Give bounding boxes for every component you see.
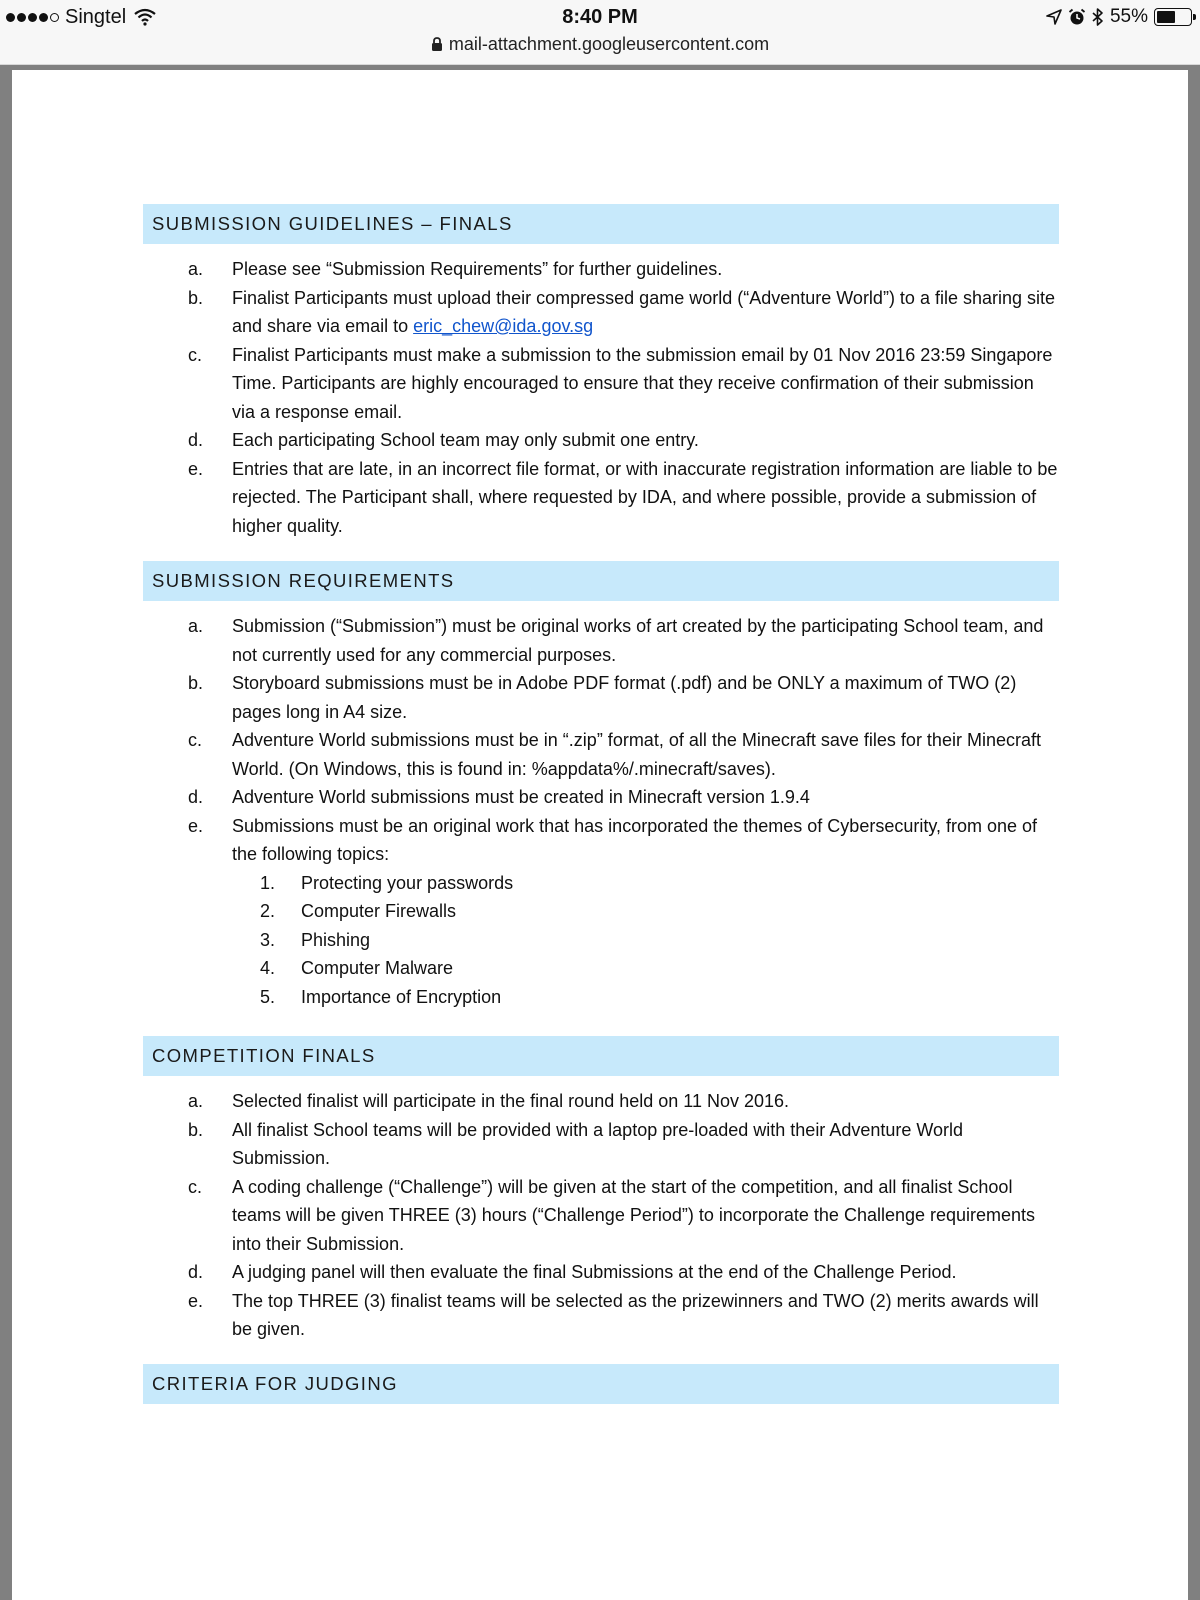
section-header-criteria-for-judging bbox=[143, 1364, 1059, 1404]
list-item: b. All finalist School teams will be provided with a laptop pre-loaded with their Adventure World Submission. bbox=[188, 1119, 964, 1168]
list-item: c. Finalist Participants must make a submission to the submission email by 01 Nov 2016 23:59 Singapore Time. Participants are highly encouraged to ensure that they receive confirmation of their submission via a response email. bbox=[188, 344, 1053, 422]
list-submission-guidelines bbox=[143, 255, 1059, 540]
list-item: a. Selected finalist will participate in the final round held on 11 Nov 2016. bbox=[188, 1091, 790, 1111]
clock: 8:40 PM bbox=[562, 6, 638, 28]
status-bar bbox=[0, 0, 1200, 65]
section-title: SUBMISSION REQUIREMENTS bbox=[152, 570, 455, 591]
topic-item: 1. Protecting your passwords bbox=[260, 872, 514, 893]
topic-item: 4. Computer Malware bbox=[260, 958, 454, 978]
status-right bbox=[1046, 4, 1192, 30]
list-item: a. Submission (“Submission”) must be original works of art created by the participating School team, and not currently used for any commercial purposes. bbox=[188, 616, 1044, 665]
list-item: e. The top THREE (3) finalist teams will be selected as the prizewinners and TWO (2) merits awards will be given. bbox=[188, 1290, 1039, 1339]
list-item: d. A judging panel will then evaluate the final Submissions at the end of the Challenge Period. bbox=[188, 1262, 957, 1282]
section-header-submission-guidelines bbox=[143, 204, 1059, 244]
topic-item: 3. Phishing bbox=[260, 929, 371, 950]
email-link[interactable]: eric_chew@ida.gov.sg bbox=[413, 316, 594, 336]
section-header-submission-requirements bbox=[143, 561, 1059, 601]
topic-item: 5. Importance of Encryption bbox=[260, 986, 502, 1007]
section-title: SUBMISSION GUIDELINES – FINALS bbox=[152, 213, 513, 234]
topic-item: 2. Computer Firewalls bbox=[260, 901, 457, 921]
list-submission-requirements bbox=[143, 612, 1059, 1011]
list-competition-finals bbox=[143, 1087, 1059, 1344]
bluetooth-icon bbox=[1092, 7, 1104, 27]
url-text[interactable]: mail-attachment.googleusercontent.com bbox=[448, 33, 770, 54]
battery-icon bbox=[1154, 8, 1192, 26]
alarm-icon bbox=[1068, 8, 1086, 26]
list-item: d. Each participating School team may only submit one entry. bbox=[188, 430, 699, 450]
list-item: c. Adventure World submissions must be in “.zip” format, of all the Minecraft save files for their Minecraft World. (On Windows, this is found in: %appdata%/.minecraft/saves). bbox=[188, 730, 1041, 779]
list-item: b. Storyboard submissions must be in Adobe PDF format (.pdf) and be ONLY a maximum of TWO (2) pages long in A4 size. bbox=[188, 673, 1017, 722]
section-title: COMPETITION FINALS bbox=[152, 1045, 376, 1066]
battery-percent: 55% bbox=[1109, 6, 1148, 27]
location-arrow-icon bbox=[1046, 9, 1062, 25]
battery-fill bbox=[1157, 11, 1175, 23]
list-item: d. Adventure World submissions must be created in Minecraft version 1.9.4 bbox=[188, 787, 810, 807]
document-page bbox=[12, 70, 1188, 1600]
section-title: CRITERIA FOR JUDGING bbox=[152, 1373, 398, 1394]
list-item: c. A coding challenge (“Challenge”) will be given at the start of the competition, and all finalist School teams will be given THREE (3) hours (“Challenge Period”) to incorporate the Challenge requirements into their Submission. bbox=[188, 1176, 1036, 1254]
list-item: e. Submissions must be an original work that has incorporated the themes of Cybersecurity, from one of the following topics: bbox=[188, 815, 1038, 864]
address-bar[interactable] bbox=[0, 32, 1200, 56]
section-header-competition-finals bbox=[143, 1036, 1059, 1076]
lock-icon bbox=[431, 37, 443, 51]
list-item: e. Entries that are late, in an incorrect file format, or with inaccurate registration information are liable to be rejected. The Participant shall, where requested by IDA, and where possible, provide a submission of higher quality. bbox=[188, 458, 1058, 536]
list-item: b. Finalist Participants must upload their compressed game world (“Adventure World”) to a file sharing site and share via email to eric_chew@ida.gov.sg bbox=[188, 287, 1056, 336]
carrier-name: Singtel bbox=[65, 5, 127, 28]
list-item: a. Please see “Submission Requirements” for further guidelines. bbox=[188, 259, 723, 279]
